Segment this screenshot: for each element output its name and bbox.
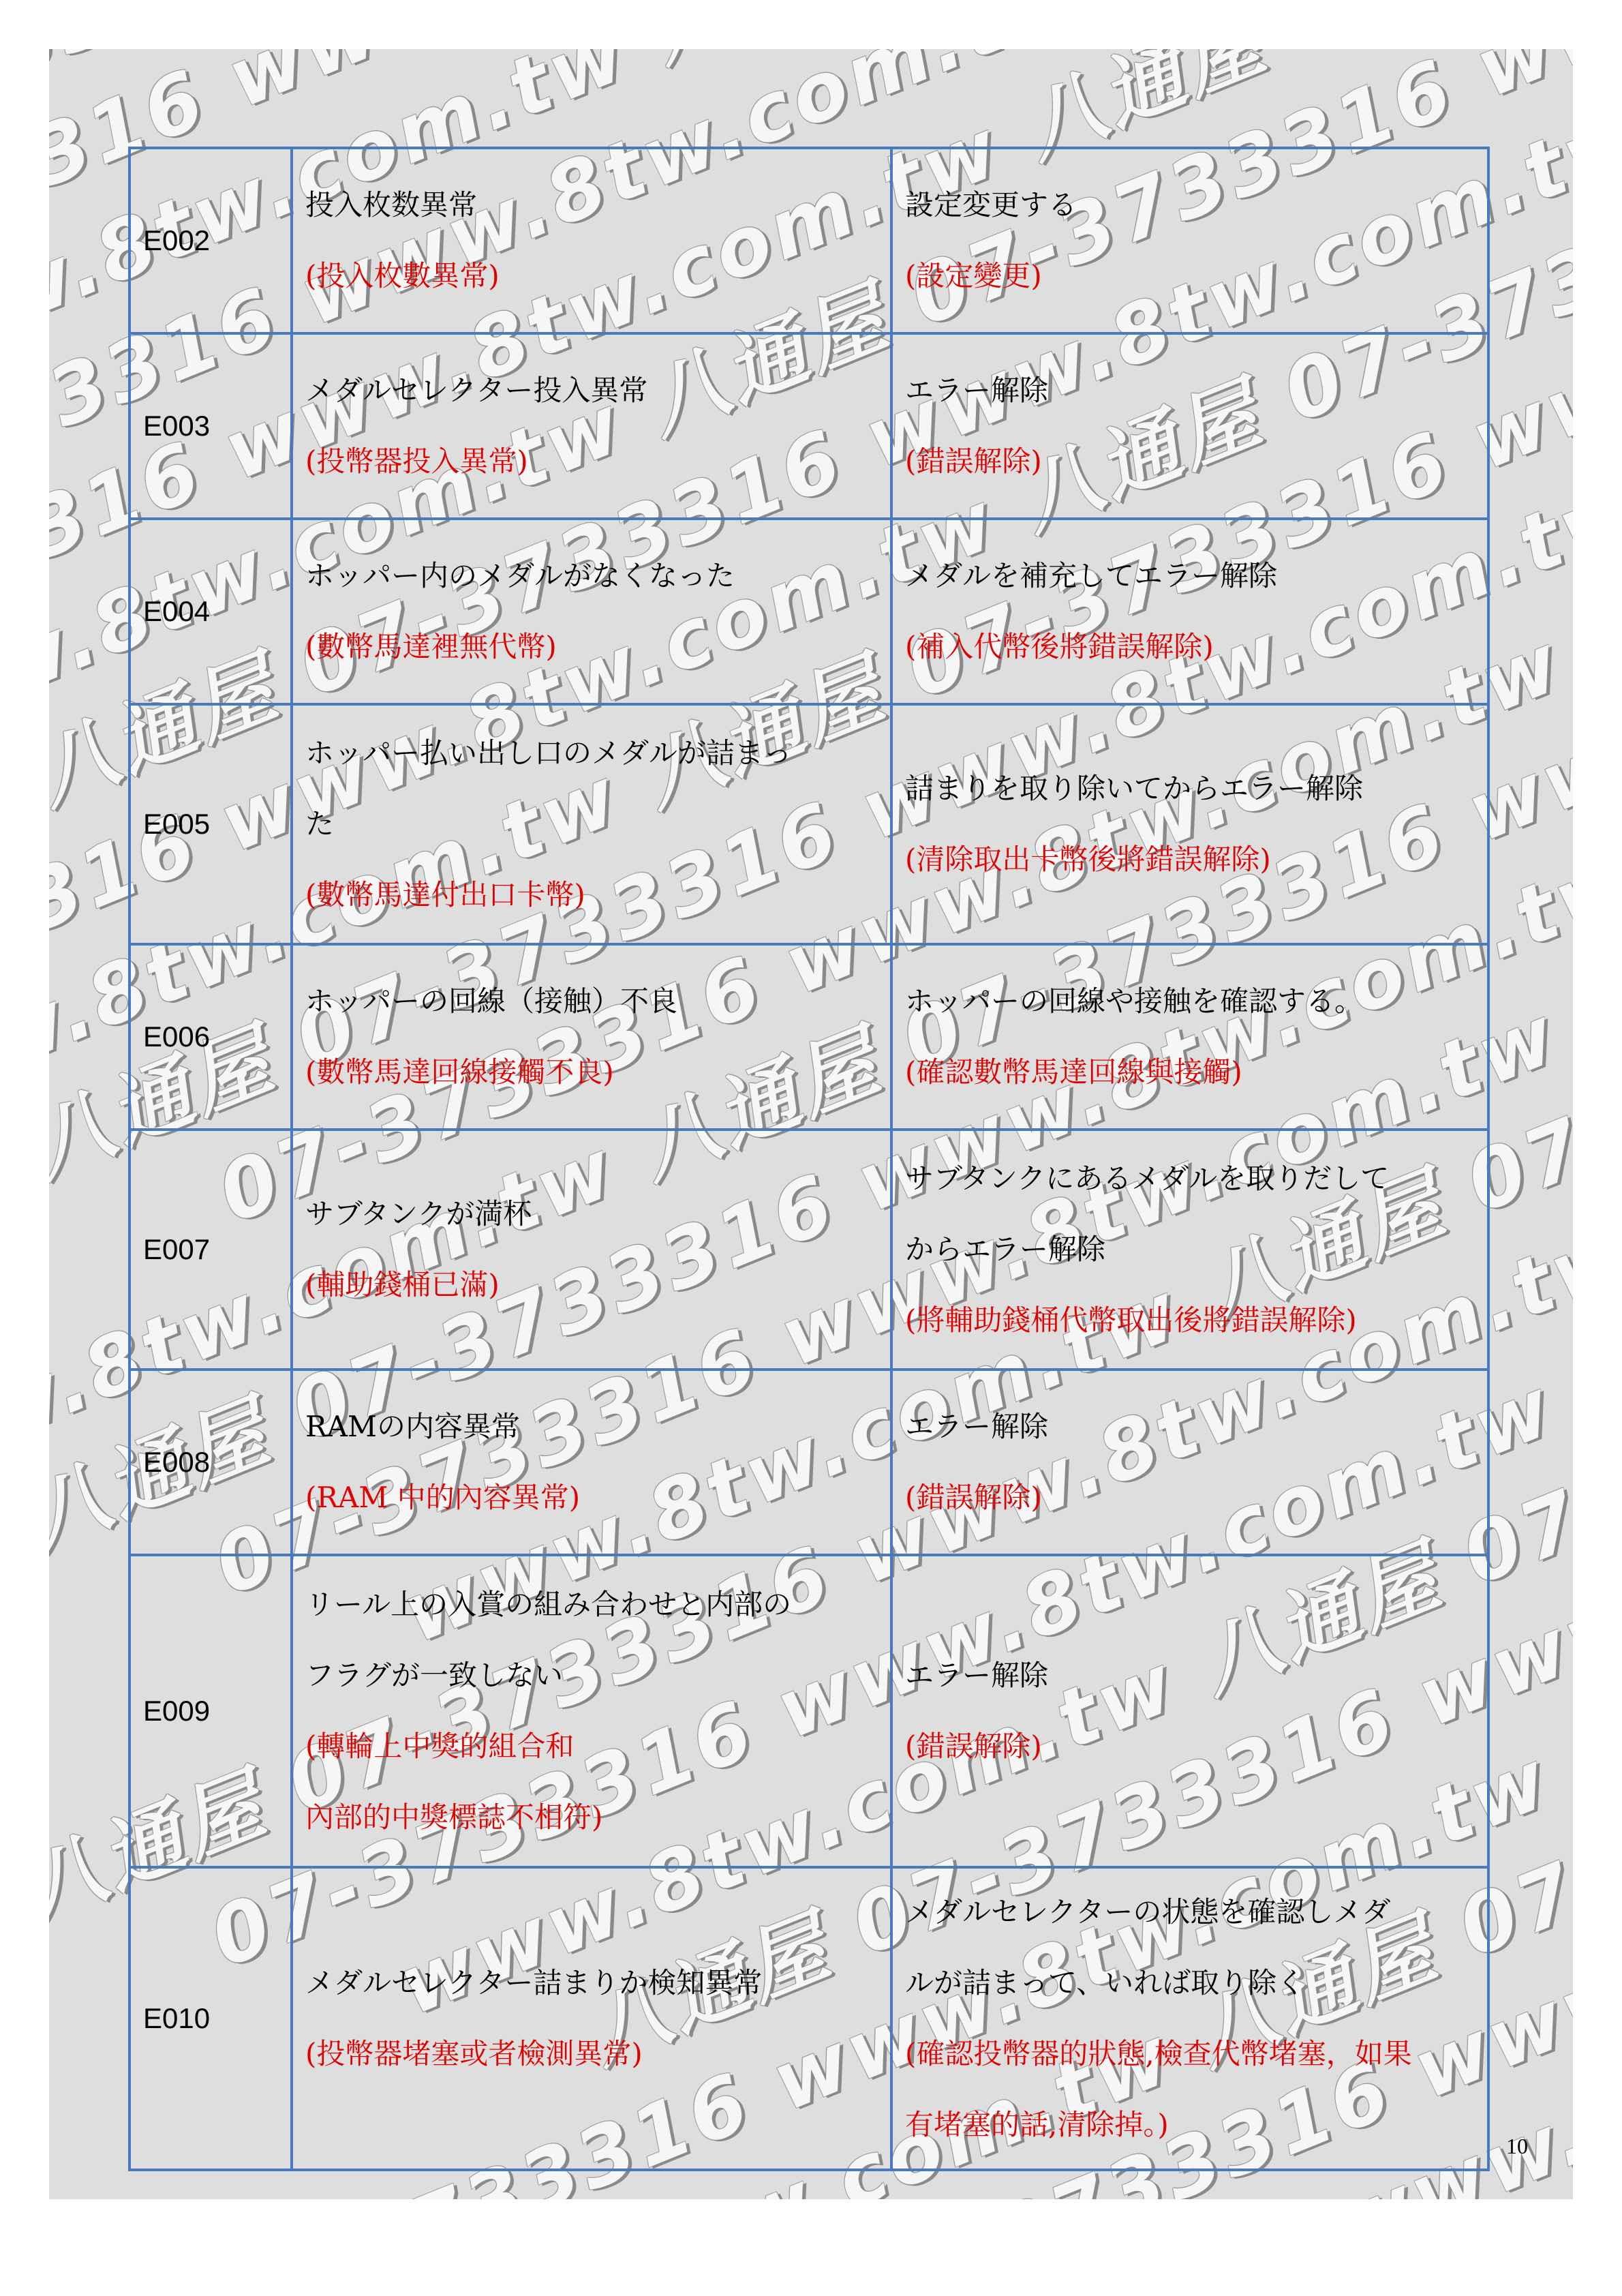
error-remedy-zh-line: (將輔助錢桶代幣取出後將錯誤解除) bbox=[905, 1285, 1475, 1356]
error-description-jp-line: サブタンクが満杯 bbox=[305, 1179, 878, 1250]
error-description-jp-line: リール上の入賞の組み合わせと内部の bbox=[305, 1569, 878, 1640]
error-code: E008 bbox=[129, 1370, 292, 1555]
error-remedy-jp-line: サブタンクにあるメダルを取りだして bbox=[905, 1143, 1475, 1214]
error-code: E004 bbox=[129, 519, 292, 704]
error-description-zh-line: 內部的中獎標誌不相符) bbox=[305, 1782, 878, 1853]
watermark-row: 07-3733316 www.8tw.com.tw 八通屋 07-3733316 bbox=[49, 195, 1573, 1108]
error-code: E009 bbox=[129, 1555, 292, 1867]
error-remedy-zh-line: (錯誤解除) bbox=[905, 426, 1475, 497]
watermark-row: www.8tw.com.tw bbox=[754, 1788, 1573, 2199]
watermark-row: www.8tw.com.tw 八通屋 07-3733316 www.8tw.com.tw bbox=[49, 620, 1573, 1528]
error-description-zh-line: (投幣器投入異常) bbox=[305, 426, 878, 497]
error-remedy-jp-line: ホッパーの回線や接触を確認する。 bbox=[905, 966, 1475, 1037]
error-remedy-jp-line: 詰まりを取り除いてからエラー解除 bbox=[905, 753, 1475, 824]
watermark-row: 07-3733316 bbox=[374, 1894, 1573, 2199]
error-remedy-zh-line: (清除取出卡幣後將錯誤解除) bbox=[905, 824, 1475, 895]
error-code: E003 bbox=[129, 333, 292, 519]
error-description-zh-line: (數幣馬達付出口卡幣) bbox=[305, 860, 878, 931]
error-description-jp-line: RAMの内容異常 bbox=[305, 1391, 878, 1462]
error-remedy-jp-line: メダルセレクターの状態を確認しメダ bbox=[905, 1877, 1475, 1948]
error-description-jp-line: ホッパー払い出し口のメダルが詰まっ bbox=[305, 718, 878, 789]
watermark-row: 07-3733316 www.8tw.com.tw 八通屋 bbox=[202, 514, 1573, 1251]
watermark-row: 八通屋 07-3733316 www.8tw.com.tw bbox=[570, 1363, 1573, 2090]
error-description-jp-line: ホッパーの回線（接触）不良 bbox=[305, 966, 878, 1037]
error-description-zh-line: (投入枚數異常) bbox=[305, 241, 878, 312]
error-remedy-jp-line: エラー解除 bbox=[905, 355, 1475, 426]
error-remedy-zh-line: (設定變更) bbox=[905, 241, 1475, 312]
error-code: E010 bbox=[129, 1867, 292, 2170]
error-remedy-jp-line: からエラー解除 bbox=[905, 1214, 1475, 1285]
error-remedy-zh-line: (確認投幣器的狀態,檢查代幣堵塞，如果 bbox=[905, 2019, 1475, 2089]
watermark-row: 07-3733316 www.8tw.com.tw 八通屋 bbox=[194, 1151, 1573, 1995]
watermark-row: 八通屋 07-3733316 www.8tw.com.tw bbox=[49, 408, 1573, 1203]
error-description-zh-line: (投幣器堵塞或者檢測異常) bbox=[305, 2019, 878, 2089]
error-description-zh-line: (數幣馬達回線接觸不良) bbox=[305, 1037, 878, 1108]
watermark-row: www.8tw.com.tw 八通屋 07-3733316 bbox=[49, 49, 1573, 783]
error-remedy-jp-line: エラー解除 bbox=[905, 1391, 1475, 1462]
error-description-zh-line: (數幣馬達裡無代幣) bbox=[305, 611, 878, 682]
watermark-row: 八通屋 07-3733316 www.8tw.com.tw bbox=[49, 1044, 1573, 1948]
watermark-row: www.8tw.com.tw 八通屋 bbox=[189, 1469, 1573, 2199]
error-code: E005 bbox=[129, 704, 292, 944]
error-description-zh-line: (輔助錢桶已滿) bbox=[305, 1250, 878, 1320]
error-remedy-zh-line: (錯誤解除) bbox=[905, 1711, 1475, 1782]
watermark-row: 07-3733316 www.8tw.com.tw 八通屋 bbox=[198, 832, 1573, 1623]
error-description-jp-line: フラグが一致しない bbox=[305, 1640, 878, 1711]
error-description-jp-line: 投入枚数異常 bbox=[305, 170, 878, 241]
watermark-row: 八通屋 07-3733316 www.8tw.com.tw bbox=[49, 89, 1573, 831]
error-description-jp-line: ホッパー内のメダルがなくなった bbox=[305, 541, 878, 611]
watermark-row: www.8tw.com.tw 八通屋 07-3733316 bbox=[382, 1257, 1573, 2042]
error-remedy-zh-line: (補入代幣後將錯誤解除) bbox=[905, 611, 1475, 682]
watermark-row: www.8tw.com.tw 八通屋 07-3733316 bbox=[386, 939, 1573, 1671]
error-remedy-jp-line: メダルを補充してエラー解除 bbox=[905, 541, 1475, 611]
error-description-jp-line: メダルセレクター投入異常 bbox=[305, 355, 878, 426]
error-description-jp-line: た bbox=[305, 789, 878, 860]
error-description-zh-line: (RAM 中的內容異常) bbox=[305, 1462, 878, 1533]
watermark-row: 八通屋 07-3733316 www.8tw.com.tw bbox=[49, 726, 1573, 1575]
error-code: E006 bbox=[129, 944, 292, 1130]
error-remedy-jp-line: エラー解除 bbox=[905, 1640, 1475, 1711]
error-code: E007 bbox=[129, 1130, 292, 1370]
page-number: 10 bbox=[1506, 2134, 1528, 2159]
error-description-jp-line: メダルセレクター詰まりか検知異常 bbox=[305, 1948, 878, 2019]
watermark-row: 八通屋 07-3733316 bbox=[378, 1575, 1573, 2199]
error-remedy-zh-line: (確認數幣馬達回線與接觸) bbox=[905, 1037, 1475, 1108]
error-remedy-jp-line: 設定変更する bbox=[905, 170, 1475, 241]
error-remedy-zh-line: (錯誤解除) bbox=[905, 1462, 1475, 1533]
error-code: E002 bbox=[129, 148, 292, 333]
error-description-zh-line: (轉輪上中獎的組合和 bbox=[305, 1711, 878, 1782]
watermark-row: 07-3733316 www.8tw.com.tw bbox=[566, 1682, 1573, 2199]
watermark-row: www.8tw.com.tw 八通屋 07-3733316 www.8tw.com.tw bbox=[49, 301, 1573, 1155]
error-remedy-jp-line: ルが詰まって、いれば取り除く bbox=[905, 1948, 1475, 2019]
error-remedy-zh-line: 有堵塞的話,清除掉。) bbox=[905, 2089, 1475, 2160]
